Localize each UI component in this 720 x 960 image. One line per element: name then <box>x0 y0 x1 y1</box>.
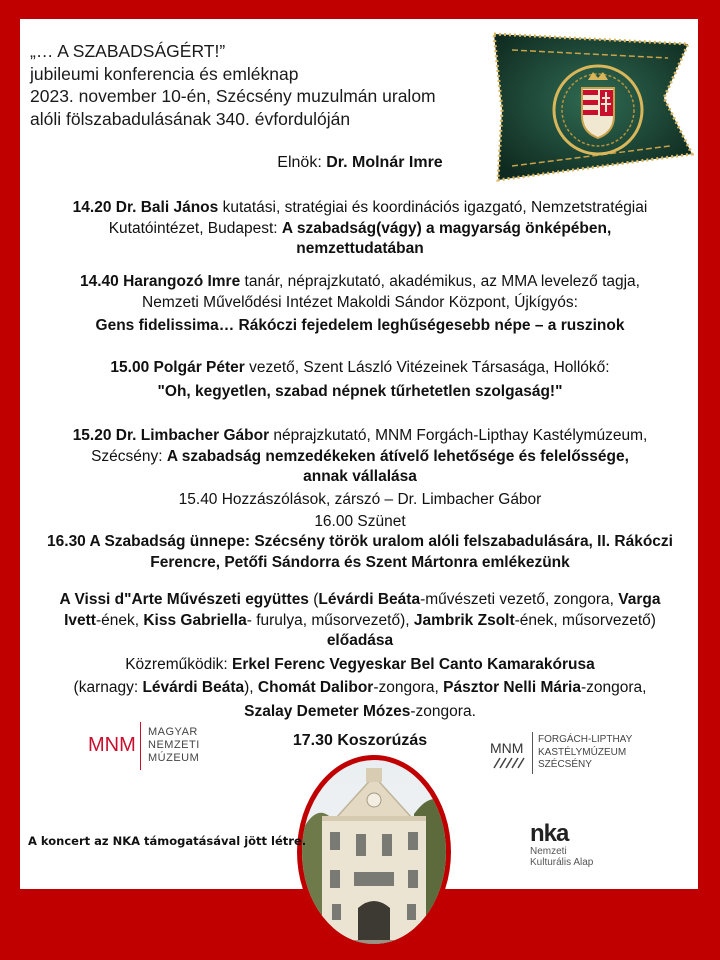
ensemble-text: -zongora, <box>373 679 444 696</box>
program-item-1630 <box>28 532 692 573</box>
nka-support-note: A koncert az NKA támogatásával jött létre. <box>28 834 307 848</box>
program-item-1520 <box>28 426 692 533</box>
ensemble-text: -zongora. <box>410 702 476 720</box>
program-talk-title: A szabadság nemzedékeken átívelő lehetősége és felelőssége, <box>166 447 629 465</box>
mnm-logo-text <box>148 726 200 765</box>
performer-name: Pásztor Nelli Mária <box>443 679 581 696</box>
program-talk-title: "Oh, kegyetlen, szabad népnek tűrhetetlen szolgaság!" <box>157 382 563 400</box>
fl-logo-mark: MNM <box>490 740 524 756</box>
program-talk-title: Gens fidelissima… Rákóczi fejedelem leghűségesebb népe – a ruszinok <box>95 317 625 334</box>
program-item-1440 <box>28 272 692 337</box>
ensemble-performance-word: előadása <box>326 632 394 649</box>
ensemble-text: ), <box>244 679 258 696</box>
program-celebration-line: 16.30 A Szabadság ünnepe: Szécsény török uralom alóli felszabadulására, II. Rákóczi <box>47 533 673 550</box>
mnm-logo <box>88 722 218 772</box>
program-description: Nemzeti Művelődési Intézet Makoldi Sándor Központ, Újkígyós: <box>142 293 578 311</box>
chair-line <box>0 154 720 172</box>
nka-logo <box>526 820 626 866</box>
event-subtitle: jubileumi konferencia és emléknap <box>30 63 299 84</box>
ensemble-text: ( <box>308 591 319 608</box>
wreath-laying-time: 17.30 Koszorúzás <box>292 732 428 749</box>
logo-line: FORGÁCH-LIPTHAY <box>538 734 633 745</box>
logo-line: MAGYAR <box>148 726 198 738</box>
logo-line: SZÉCSÉNY <box>538 759 592 770</box>
fl-logo-emblem <box>492 756 528 770</box>
logo-line: NEMZETI <box>148 739 200 751</box>
program-talk-title: A szabadság(vágy) a magyarság önképében, <box>281 219 612 237</box>
program-item-1500 <box>28 358 692 402</box>
logo-line: KASTÉLYMÚZEUM <box>538 746 627 758</box>
event-anniversary-line: alóli fölszabadulásának 340. évfordulóján <box>30 108 351 129</box>
castle-museum-photo <box>296 754 452 950</box>
performer-name: Szalay Demeter Mózes <box>244 702 411 720</box>
event-header <box>30 40 480 130</box>
ensemble-text: -ének, műsorvezető) <box>514 611 656 629</box>
program-celebration-line: Ferencre, Petőfi Sándorra és Szent Mártonra emlékezünk <box>150 553 570 571</box>
program-item-1420 <box>28 198 692 260</box>
performer-name: Kiss Gabriella <box>143 611 247 629</box>
choir-name: Erkel Ferenc Vegyeskar Bel Canto Kamarakórusa <box>232 655 595 673</box>
forgach-lipthay-logo <box>490 732 660 776</box>
program-description: Kutatóintézet, Budapest: <box>108 219 282 237</box>
program-closing: 15.40 Hozzászólások, zárszó – Dr. Limbacher Gábor <box>178 490 542 508</box>
fl-logo-text <box>538 734 632 772</box>
performer-name: Chomát Dalibor <box>257 679 374 696</box>
logo-line: Nemzeti <box>530 846 567 857</box>
nka-logo-text <box>530 846 593 868</box>
performer-name: Lévárdi Beáta <box>142 679 245 696</box>
program-talk-title: nemzettudatában <box>296 240 424 257</box>
logo-divider <box>140 722 141 770</box>
program-time-speaker: 14.40 Harangozó Imre <box>79 273 241 290</box>
performer-name: Ivett <box>64 611 96 629</box>
nka-logo-mark: nka <box>530 820 569 847</box>
event-title: „… A SZABADSÁGÉRT!” <box>30 41 226 61</box>
performer-name: Jambrik Zsolt <box>413 611 515 629</box>
program-time-speaker: 14.20 Dr. Bali János <box>72 199 219 216</box>
program-time-speaker: 15.00 Polgár Péter <box>110 359 245 376</box>
logo-line: Kulturális Alap <box>530 857 594 868</box>
mnm-logo-mark: MNM <box>88 734 136 756</box>
program-description: tanár, néprajzkutató, akadémikus, az MMA levelező tagja, <box>240 273 640 290</box>
ensemble-text: Közreműködik: <box>125 655 233 673</box>
program-description: Szécsény: <box>91 447 167 465</box>
event-date-line: 2023. november 10-én, Szécsény muzulmán uralom <box>30 86 436 106</box>
logo-line: MÚZEUM <box>148 752 200 764</box>
ensemble-text: -zongora, <box>580 679 647 696</box>
program-description: vezető, Szent László Vitézeinek Társasága, Hollókő: <box>244 359 610 376</box>
program-description: néprajzkutató, MNM Forgách-Lipthay Kastélymúzeum, <box>269 427 648 444</box>
performer-name: Varga <box>618 591 661 608</box>
chair-name: Dr. Molnár Imre <box>326 154 443 171</box>
ensemble-block <box>28 590 692 722</box>
ensemble-name: A Vissi d"Arte Művészeti együttes <box>59 591 309 608</box>
chair-label: Elnök: <box>277 154 322 171</box>
program-break: 16.00 Szünet <box>314 513 406 530</box>
ensemble-text: - furulya, műsorvezető), <box>246 611 414 629</box>
program-time-speaker: 15.20 Dr. Limbacher Gábor <box>72 427 270 444</box>
ensemble-text: -művészeti vezető, zongora, <box>420 591 619 608</box>
ensemble-text: -ének, <box>95 611 144 629</box>
logo-divider <box>532 732 533 774</box>
program-talk-title: annak vállalása <box>303 468 417 485</box>
ensemble-text: (karnagy: <box>73 679 143 696</box>
performer-name: Lévárdi Beáta <box>318 591 421 608</box>
program-description: kutatási, stratégiai és koordinációs igazgató, Nemzetstratégiai <box>218 199 648 216</box>
